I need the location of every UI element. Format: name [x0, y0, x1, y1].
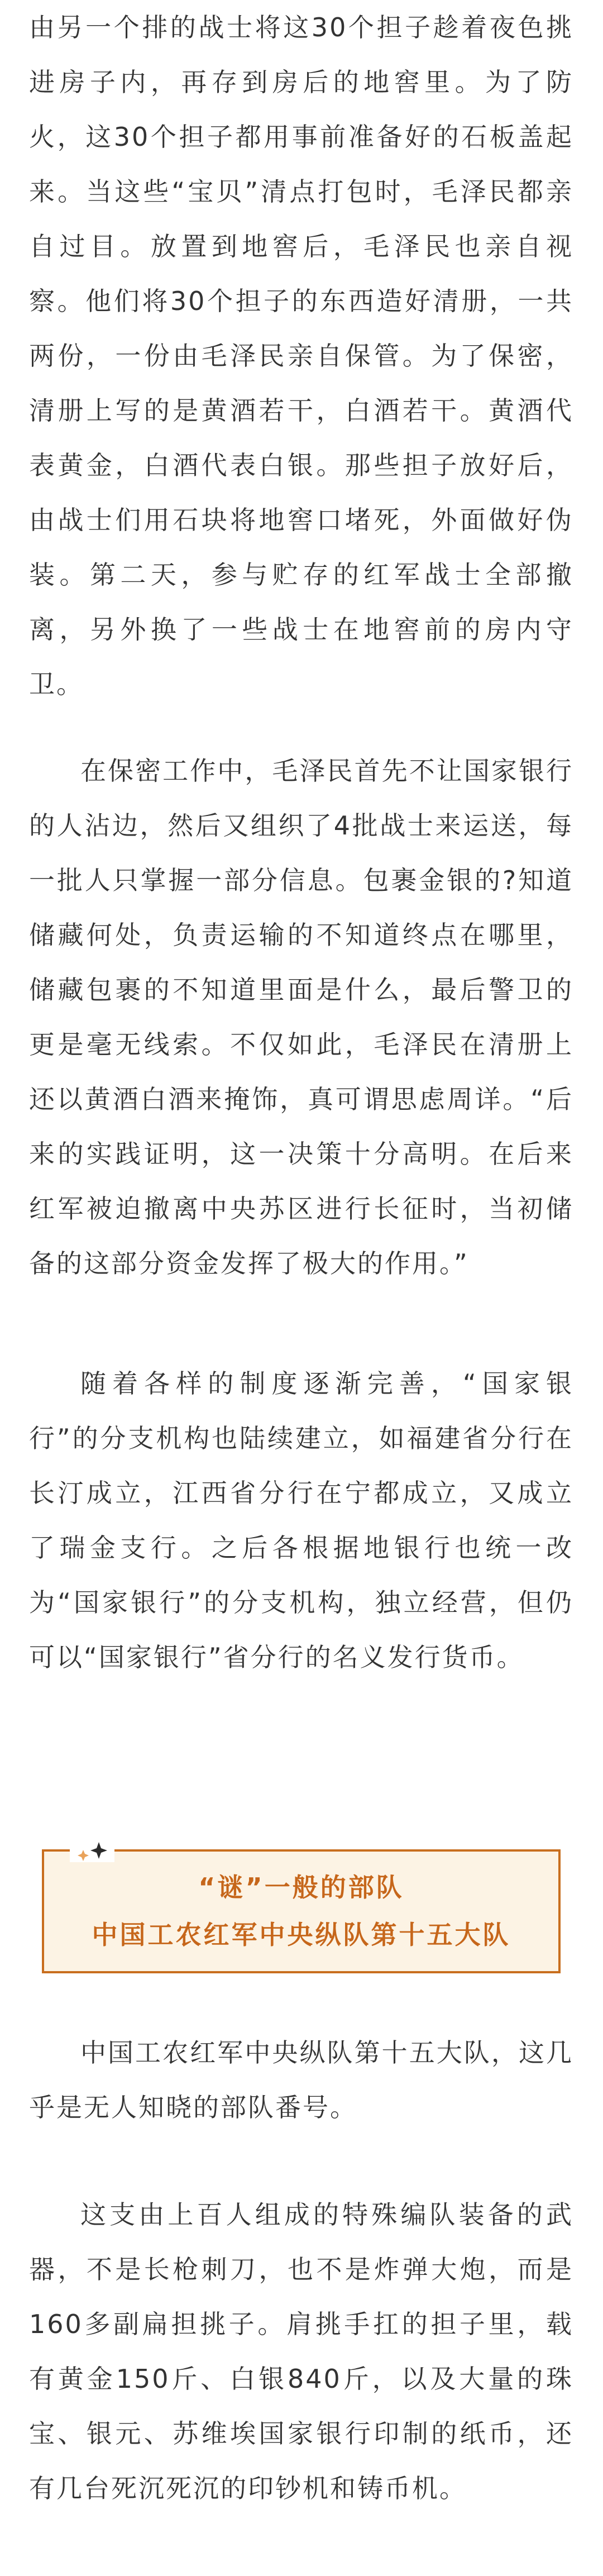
section-heading-line-2: 中国工农红军中央纵队第十五大队: [92, 1920, 511, 1950]
paragraph-2: 在保密工作中，毛泽民首先不让国家银行的人沾边，然后又组织了4批战士来运送，每一批人只掌握一部分信息。包裹金银的?知道储藏何处，负责运输的不知道终点在哪里，储藏包裹的不知道里面是什么，最后警卫的更是毫无线索。不仅如此，毛泽民在清册上还以黄酒白酒来掩饰，真可谓思虑周详。“后来的实践证明，这一决策十分高明。在后来红军被迫撤离中央苏区进行长征时，当初储备的这部分资金发挥了极大的作用。”: [29, 756, 573, 1279]
section-heading-box: [42, 1849, 561, 1973]
paragraph-4: 中国工农红军中央纵队第十五大队，这几乎是无人知晓的部队番号。: [29, 2038, 573, 2122]
paragraph-3: 随着各样的制度逐渐完善，“国家银行”的分支机构也陆续建立，如福建省分行在长汀成立，江西省分行在宁都成立，又成立了瑞金支行。之后各根据地银行也统一改为“国家银行”的分支机构，独立经营，但仍可以“国家银行”省分行的名义发行货币。: [29, 1368, 573, 1672]
section-heading-line-1: “谜”一般的部队: [198, 1872, 404, 1902]
sparkle-icon: [70, 1840, 114, 1862]
paragraph-1: 由另一个排的战士将这30个担子趁着夜色挑进房子内，再存到房后的地窖里。为了防火，这30个担子都用事前准备好的石板盖起来。当这些“宝贝”清点打包时，毛泽民都亲自过目。放置到地窖后，毛泽民也亲自视察。他们将30个担子的东西造好清册，一共两份，一份由毛泽民亲自保管。为了保密，清册上写的是黄酒若干，白酒若干。黄酒代表黄金，白酒代表白银。那些担子放好后，由战士们用石块将地窖口堵死，外面做好伪装。第二天，参与贮存的红军战士全部撤离，另外换了一些战士在地窖前的房内守卫。: [29, 12, 573, 699]
paragraph-5: 这支由上百人组成的特殊编队装备的武器，不是长枪刺刀，也不是炸弹大炮，而是160多副扁担挑子。肩挑手扛的担子里，载有黄金150斤、白银840斤，以及大量的珠宝、银元、苏维埃国家银行印制的纸币，还有几台死沉死沉的印钞机和铸币机。: [29, 2200, 573, 2503]
